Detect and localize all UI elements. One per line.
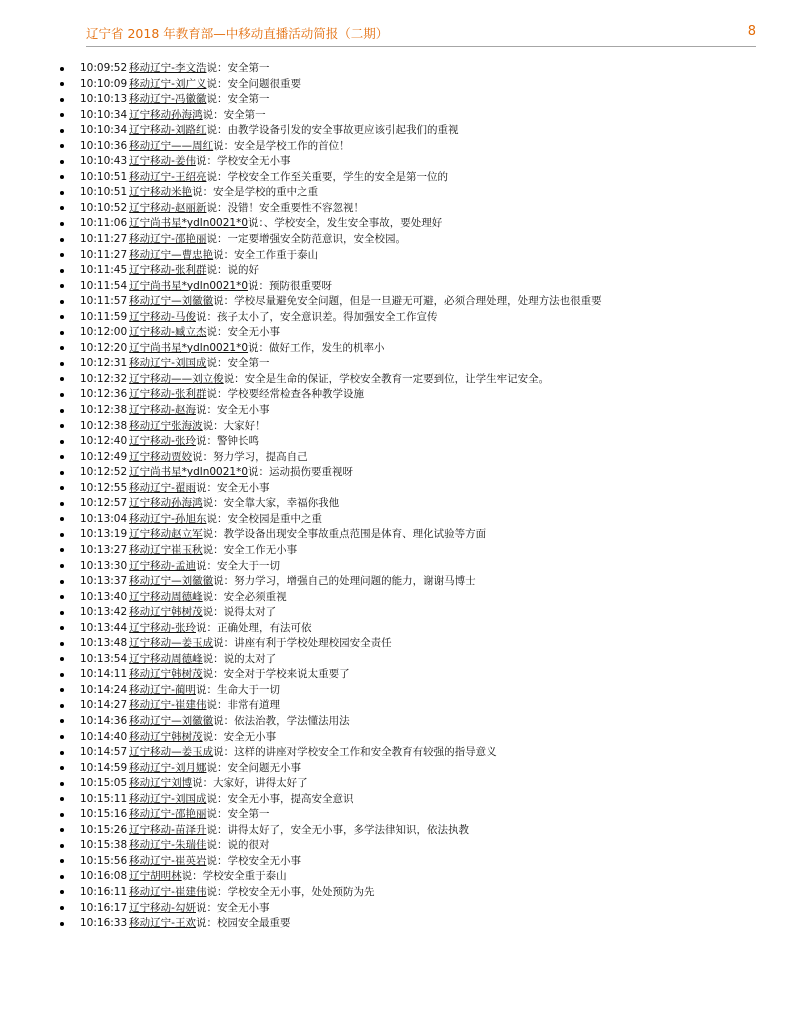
bullet-icon <box>60 98 64 102</box>
message-user: 移动辽宁崔玉秋 <box>129 543 203 556</box>
list-item <box>0 232 602 248</box>
list-item <box>0 667 602 683</box>
chat-message-list <box>0 61 602 932</box>
list-item <box>0 559 602 575</box>
message-user: 辽宁移动-张利群 <box>129 264 207 277</box>
message-time: 10:12:52 <box>80 466 128 479</box>
list-item <box>0 574 602 590</box>
bullet-icon <box>60 393 64 397</box>
bullet-icon <box>60 486 64 490</box>
bullet-icon <box>60 409 64 413</box>
message-time: 10:14:59 <box>80 761 128 774</box>
message-time: 10:12:57 <box>80 497 128 510</box>
list-item <box>0 621 602 637</box>
bullet-icon <box>60 922 64 926</box>
message-user: 辽宁移动-苗泽升 <box>129 823 207 836</box>
message-user: 辽宁尚书星*ydln0021*0 <box>129 466 249 479</box>
message-user: 辽宁移动-张玲 <box>129 435 196 448</box>
bullet-icon <box>60 533 64 537</box>
message-text: 说：预防很重要呀 <box>248 279 333 292</box>
message-text: 说：这样的讲座对学校安全工作和安全教育有较强的指导意义 <box>213 746 497 759</box>
message-text: 说：安全是学校工作的首位！ <box>213 139 350 152</box>
message-time: 10:14:27 <box>80 699 128 712</box>
message-text: 说：安全问题很重要 <box>206 77 301 90</box>
message-user: 辽宁移动-臧立杰 <box>129 326 207 339</box>
bullet-icon <box>60 828 64 832</box>
message-time: 10:14:36 <box>80 714 128 727</box>
bullet-icon <box>60 362 64 366</box>
list-item <box>0 465 602 481</box>
bullet-icon <box>60 129 64 133</box>
message-text: 说：说得太对了 <box>202 606 277 619</box>
bullet-icon <box>60 206 64 210</box>
message-user: 移动辽宁—曹忠艳 <box>129 248 214 261</box>
list-item <box>0 248 602 264</box>
message-text: 说：说的好 <box>206 264 259 277</box>
message-user: 移动辽宁-冯徽徽 <box>129 93 207 106</box>
message-user: 辽宁移动米艳 <box>129 186 193 199</box>
message-time: 10:12:20 <box>80 341 128 354</box>
list-item <box>0 714 602 730</box>
message-text: 说：做好工作，发生的机率小 <box>248 341 385 354</box>
message-text: 说：安全大于一切 <box>195 559 280 572</box>
message-text: 说：讲得太好了，安全无小事，多学法律知识，依法执教 <box>206 823 469 836</box>
message-user: 移动辽宁-崔英岩 <box>129 854 207 867</box>
message-text: 说：安全工作无小事 <box>202 543 298 556</box>
list-item <box>0 901 602 917</box>
list-item <box>0 792 602 808</box>
message-time: 10:15:38 <box>80 839 128 852</box>
message-time: 10:10:43 <box>80 155 128 168</box>
message-user: 辽宁尚书星*ydln0021*0 <box>129 341 249 354</box>
message-time: 10:13:48 <box>80 637 128 650</box>
message-user: 移动辽宁-刘国成 <box>129 792 207 805</box>
message-text: 说：由教学设备引发的安全事故更应该引起我们的重视 <box>206 124 459 137</box>
message-time: 10:10:36 <box>80 139 128 152</box>
bullet-icon <box>60 580 64 584</box>
list-item <box>0 92 602 108</box>
message-time: 10:10:09 <box>80 77 128 90</box>
bullet-icon <box>60 455 64 459</box>
message-time: 10:11:54 <box>80 279 128 292</box>
message-user: 辽宁移动-赵海 <box>129 404 196 417</box>
list-item <box>0 481 602 497</box>
message-text: 说：教学设备出现安全事故重点范围是体育、理化试验等方面 <box>202 528 487 541</box>
message-text: 说：校园安全最重要 <box>195 917 291 930</box>
list-item <box>0 590 602 606</box>
list-item <box>0 61 602 77</box>
message-time: 10:16:33 <box>80 917 128 930</box>
bullet-icon <box>60 331 64 335</box>
list-item <box>0 683 602 699</box>
bullet-icon <box>60 502 64 506</box>
message-time: 10:14:24 <box>80 683 128 696</box>
bullet-icon <box>60 440 64 444</box>
message-text: 说：、学校安全，发生安全事故，要处理好 <box>248 217 443 230</box>
message-time: 10:12:32 <box>80 372 128 385</box>
bullet-icon <box>60 253 64 257</box>
bullet-icon <box>60 284 64 288</box>
message-user: 移动辽宁-邵艳丽 <box>129 233 207 246</box>
list-item <box>0 372 602 388</box>
message-text: 说：大家好，讲得太好了 <box>192 777 308 790</box>
bullet-icon <box>60 626 64 630</box>
list-item <box>0 745 602 761</box>
message-time: 10:09:52 <box>80 62 128 74</box>
bullet-icon <box>60 657 64 661</box>
message-user: 辽宁移动-孟迪 <box>129 559 196 572</box>
message-user: 移动辽宁-翟雨 <box>129 481 196 494</box>
bullet-icon <box>60 346 64 350</box>
message-text: 说：安全无小事 <box>195 901 270 914</box>
bullet-icon <box>60 222 64 226</box>
message-time: 10:10:51 <box>80 170 128 183</box>
message-text: 说：努力学习，提高自己 <box>192 450 308 463</box>
message-text: 说：努力学习，增强自己的处理问题的能力，谢谢马博士 <box>213 575 476 588</box>
bullet-icon <box>60 548 64 552</box>
message-text: 说：运动损伤要重视呀 <box>248 466 354 479</box>
list-item <box>0 636 602 652</box>
message-time: 10:13:19 <box>80 528 128 541</box>
message-user: 移动辽宁—刘徽徽 <box>129 714 214 727</box>
bullet-icon <box>60 113 64 117</box>
message-time: 10:14:40 <box>80 730 128 743</box>
message-text: 说：正确处理，有法可依 <box>195 621 312 634</box>
list-item <box>0 294 602 310</box>
message-text: 说：安全第一 <box>206 62 270 74</box>
list-item <box>0 605 602 621</box>
message-text: 说：学校尽量避免安全问题，但是一旦避无可避，必须合理处理，处理方法也很重要 <box>213 295 602 308</box>
list-item <box>0 776 602 792</box>
message-time: 10:13:27 <box>80 543 128 556</box>
message-user: 移动辽宁-刘月娜 <box>129 761 207 774</box>
bullet-icon <box>60 517 64 521</box>
list-item <box>0 527 602 543</box>
message-user: 辽宁移动-马俊 <box>129 310 196 323</box>
message-time: 10:12:49 <box>80 450 128 463</box>
bullet-icon <box>60 688 64 692</box>
list-item <box>0 201 602 217</box>
bullet-icon <box>60 704 64 708</box>
list-item <box>0 916 602 932</box>
list-item <box>0 869 602 885</box>
message-user: 移动辽宁-蔺明 <box>129 683 196 696</box>
message-time: 10:11:45 <box>80 264 128 277</box>
message-text: 说：大家好！ <box>202 419 266 432</box>
message-text: 说：警钟长鸣 <box>195 435 259 448</box>
list-item <box>0 652 602 668</box>
message-time: 10:16:17 <box>80 901 128 914</box>
message-time: 10:12:00 <box>80 326 128 339</box>
message-user: 辽宁移动-张玲 <box>129 621 196 634</box>
message-text: 说：安全第一 <box>202 108 266 121</box>
message-time: 10:13:44 <box>80 621 128 634</box>
bullet-icon <box>60 377 64 381</box>
list-item <box>0 854 602 870</box>
bullet-icon <box>60 719 64 723</box>
document-title: 辽宁省 2018 年教育部—中移动直播活动简报（二期） <box>86 26 389 41</box>
message-time: 10:10:13 <box>80 93 128 106</box>
message-text: 说：安全第一 <box>206 93 270 106</box>
list-item <box>0 279 602 295</box>
message-text: 说：安全是学校的重中之重 <box>192 186 319 199</box>
bullet-icon <box>60 751 64 755</box>
message-time: 10:13:54 <box>80 652 128 665</box>
message-text: 说：安全无小事 <box>195 481 270 494</box>
message-text: 说：安全无小事 <box>202 730 277 743</box>
message-text: 说：安全第一 <box>206 808 270 821</box>
message-time: 10:13:42 <box>80 606 128 619</box>
message-time: 10:13:30 <box>80 559 128 572</box>
message-text: 说：学校安全无小事 <box>206 854 301 867</box>
list-item <box>0 216 602 232</box>
bullet-icon <box>60 191 64 195</box>
bullet-icon <box>60 269 64 273</box>
message-text: 说：一定要增强安全防范意识，安全校园。 <box>206 233 406 246</box>
list-item <box>0 185 602 201</box>
message-time: 10:13:04 <box>80 512 128 525</box>
message-time: 10:16:08 <box>80 870 128 883</box>
message-text: 说：安全问题无小事 <box>206 761 301 774</box>
message-user: 移动辽宁——周红 <box>129 139 214 152</box>
message-user: 辽宁尚书星*ydln0021*0 <box>129 217 249 230</box>
list-item <box>0 325 602 341</box>
list-item <box>0 698 602 714</box>
message-time: 10:10:34 <box>80 124 128 137</box>
list-item <box>0 496 602 512</box>
bullet-icon <box>60 238 64 242</box>
list-item <box>0 434 602 450</box>
message-time: 10:12:31 <box>80 357 128 370</box>
message-text: 说：安全无小事 <box>195 404 270 417</box>
message-user: 移动辽宁-李文浩 <box>129 62 207 74</box>
bullet-icon <box>60 890 64 894</box>
message-user: 辽宁胡明林 <box>129 870 182 883</box>
message-time: 10:11:06 <box>80 217 128 230</box>
list-item <box>0 154 602 170</box>
bullet-icon <box>60 175 64 179</box>
message-user: 移动辽宁-朱瑞佳 <box>129 839 207 852</box>
message-text: 说：安全无小事 <box>206 326 280 339</box>
message-time: 10:12:36 <box>80 388 128 401</box>
bullet-icon <box>60 782 64 786</box>
message-user: 移动辽宁-崔建伟 <box>129 885 207 898</box>
message-time: 10:15:26 <box>80 823 128 836</box>
message-text: 说：安全是生命的保证，学校安全教育一定要到位，让学生牢记安全。 <box>223 372 550 385</box>
message-user: 辽宁移动孙海鸿 <box>129 497 203 510</box>
message-user: 辽宁移动-姜伟 <box>129 155 196 168</box>
bullet-icon <box>60 564 64 568</box>
message-user: 辽宁移动——刘立俊 <box>129 372 224 385</box>
message-time: 10:15:56 <box>80 854 128 867</box>
message-user: 辽宁移动贾姣 <box>129 450 193 463</box>
bullet-icon <box>60 144 64 148</box>
message-user: 移动辽宁韩树茂 <box>129 730 203 743</box>
message-text: 说：安全第一 <box>206 357 270 370</box>
list-item <box>0 885 602 901</box>
message-time: 10:11:27 <box>80 233 128 246</box>
message-time: 10:13:40 <box>80 590 128 603</box>
bullet-icon <box>60 315 64 319</box>
message-user: 移动辽宁—刘徽徽 <box>129 295 214 308</box>
list-item <box>0 170 602 186</box>
message-text: 说：安全对于学校来说太重要了 <box>202 668 350 681</box>
message-text: 说：安全校园是重中之重 <box>206 512 322 525</box>
message-text: 说：说的很对 <box>206 839 270 852</box>
message-user: 移动辽宁张海波 <box>129 419 203 432</box>
message-text: 说：讲座有利于学校处理校园安全责任 <box>213 637 392 650</box>
list-item <box>0 761 602 777</box>
list-item <box>0 356 602 372</box>
message-time: 10:11:27 <box>80 248 128 261</box>
message-time: 10:15:05 <box>80 777 128 790</box>
message-time: 10:15:11 <box>80 792 128 805</box>
message-user: 辽宁移动—姜玉成 <box>129 746 214 759</box>
message-time: 10:14:11 <box>80 668 128 681</box>
message-text: 说：安全工作重于泰山 <box>213 248 319 261</box>
message-time: 10:12:55 <box>80 481 128 494</box>
message-user: 辽宁移动—姜玉成 <box>129 637 214 650</box>
bullet-icon <box>60 160 64 164</box>
bullet-icon <box>60 82 64 86</box>
bullet-icon <box>60 735 64 739</box>
message-text: 说：非常有道理 <box>206 699 280 712</box>
list-item <box>0 730 602 746</box>
list-item <box>0 77 602 93</box>
list-item <box>0 823 602 839</box>
list-item <box>0 543 602 559</box>
bullet-icon <box>60 642 64 646</box>
bullet-icon <box>60 906 64 910</box>
message-time: 10:12:40 <box>80 435 128 448</box>
list-item <box>0 419 602 435</box>
message-time: 10:10:51 <box>80 186 128 199</box>
message-time: 10:11:57 <box>80 295 128 308</box>
list-item <box>0 310 602 326</box>
bullet-icon <box>60 300 64 304</box>
message-text: 说：学校要经常检查各种教学设施 <box>206 388 364 401</box>
bullet-icon <box>60 766 64 770</box>
message-text: 说：学校安全无小事，处处预防为先 <box>206 885 375 898</box>
message-text: 说：学校安全工作至关重要，学生的安全是第一位的 <box>206 170 448 183</box>
bullet-icon <box>60 859 64 863</box>
message-user: 移动辽宁韩树茂 <box>129 606 203 619</box>
message-text: 说：安全无小事，提高安全意识 <box>206 792 354 805</box>
list-item <box>0 387 602 403</box>
message-user: 辽宁移动-张利群 <box>129 388 207 401</box>
message-text: 说：学校安全重于泰山 <box>181 870 287 883</box>
message-text: 说：生命大于一切 <box>195 683 280 696</box>
bullet-icon <box>60 424 64 428</box>
list-item <box>0 108 602 124</box>
page-number: 8 <box>747 24 756 39</box>
message-user: 辽宁尚书星*ydln0021*0 <box>129 279 249 292</box>
message-user: 辽宁移动赵立军 <box>129 528 203 541</box>
message-time: 10:10:52 <box>80 201 128 214</box>
message-text: 说：说的太对了 <box>202 652 277 665</box>
message-text: 说：安全必须重视 <box>202 590 287 603</box>
message-user: 移动辽宁-孙旭东 <box>129 512 207 525</box>
message-user: 辽宁移动孙海鸿 <box>129 108 203 121</box>
message-time: 10:11:59 <box>80 310 128 323</box>
message-user: 辽宁移动周德峰 <box>129 590 203 603</box>
list-item <box>0 263 602 279</box>
message-user: 移动辽宁-刘国成 <box>129 357 207 370</box>
bullet-icon <box>60 813 64 817</box>
message-time: 10:10:34 <box>80 108 128 121</box>
list-item <box>0 341 602 357</box>
message-text: 说：安全靠大家，幸福你我他 <box>202 497 340 510</box>
message-text: 说：孩子太小了，安全意识差。得加强安全工作宣传 <box>195 310 438 323</box>
message-text: 说：学校安全无小事 <box>195 155 291 168</box>
message-user: 移动辽宁-刘广义 <box>129 77 207 90</box>
message-user: 移动辽宁韩树茂 <box>129 668 203 681</box>
message-user: 移动辽宁-王绍亮 <box>129 170 207 183</box>
message-time: 10:13:37 <box>80 575 128 588</box>
message-user: 辽宁移动-赵丽新 <box>129 201 207 214</box>
message-text: 说：依法治教，学法懂法用法 <box>213 714 350 727</box>
bullet-icon <box>60 797 64 801</box>
list-item <box>0 450 602 466</box>
message-user: 移动辽宁-邵艳丽 <box>129 808 207 821</box>
message-user: 移动辽宁—刘徽徽 <box>129 575 214 588</box>
message-time: 10:12:38 <box>80 404 128 417</box>
bullet-icon <box>60 611 64 615</box>
list-item <box>0 403 602 419</box>
list-item <box>0 838 602 854</box>
list-item <box>0 512 602 528</box>
message-time: 10:14:57 <box>80 746 128 759</box>
message-time: 10:12:38 <box>80 419 128 432</box>
bullet-icon <box>60 673 64 677</box>
message-time: 10:15:16 <box>80 808 128 821</box>
message-text: 说：没错！安全重要性不容忽视！ <box>206 201 364 214</box>
message-user: 移动辽宁刘博 <box>129 777 193 790</box>
message-user: 辽宁移动周德峰 <box>129 652 203 665</box>
list-item <box>0 123 602 139</box>
message-user: 移动辽宁-崔建伟 <box>129 699 207 712</box>
page-header <box>86 22 756 47</box>
message-user: 辽宁移动-勾妍 <box>129 901 196 914</box>
message-user: 移动辽宁-王欢 <box>129 917 196 930</box>
bullet-icon <box>60 875 64 879</box>
bullet-icon <box>60 67 64 71</box>
message-time: 10:16:11 <box>80 885 128 898</box>
bullet-icon <box>60 595 64 599</box>
bullet-icon <box>60 844 64 848</box>
message-user: 辽宁移动-刘路红 <box>129 124 207 137</box>
bullet-icon <box>60 471 64 475</box>
list-item <box>0 139 602 155</box>
list-item <box>0 807 602 823</box>
